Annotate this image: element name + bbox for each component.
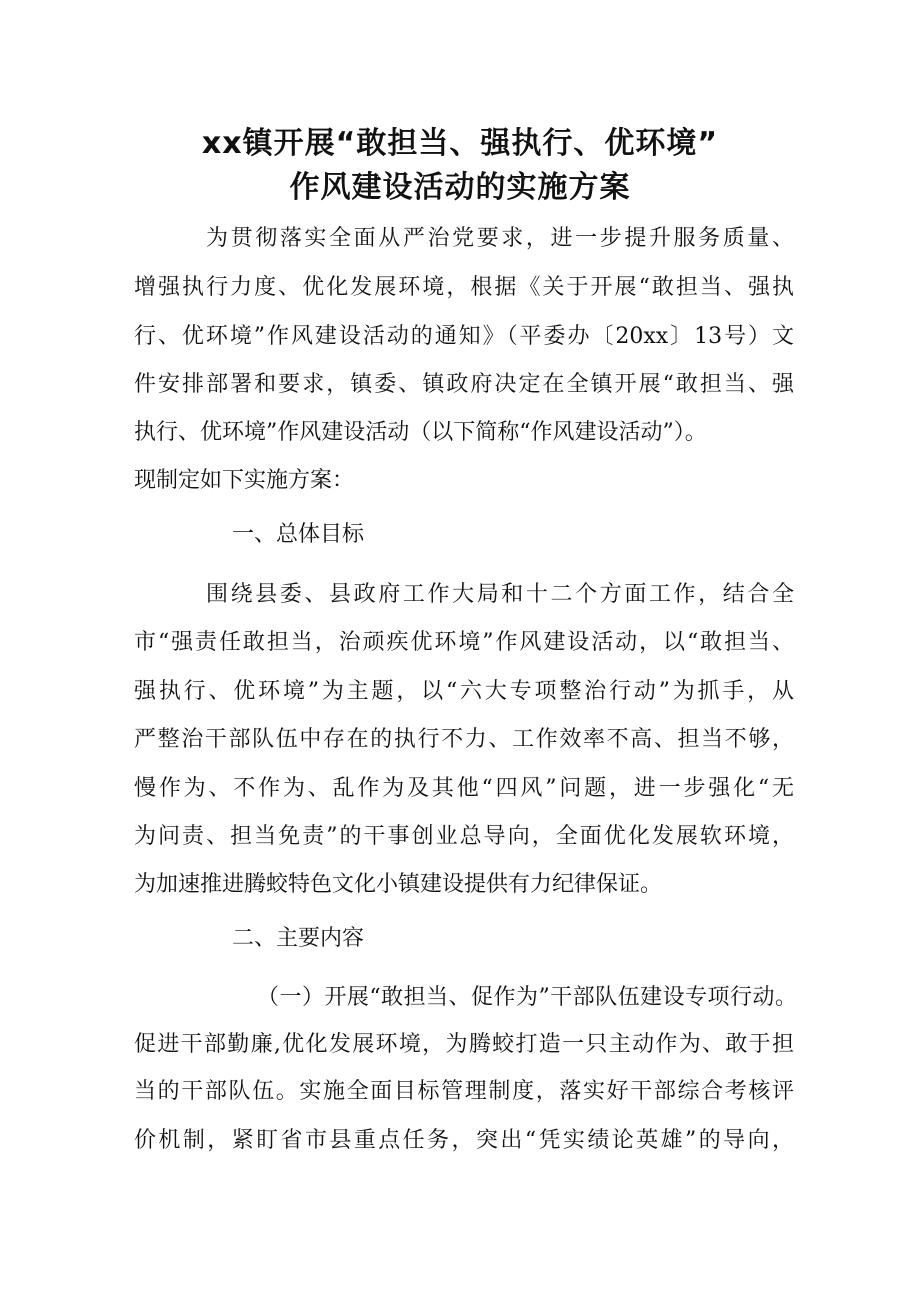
paragraph-line: 围绕县委、县政府工作大局和十二个方面工作，结合全 xyxy=(206,582,794,607)
paragraph-line: 件安排部署和要求，镇委、镇政府决定在全镇开展“敢担当、强 xyxy=(134,372,794,397)
paragraph-line: 当的干部队伍。实施全面目标管理制度，落实好干部综合考核评 xyxy=(134,1079,794,1104)
paragraph-line: 行、优环境”作风建设活动的通知》（平委办〔20xx〕13号）文 xyxy=(134,324,794,349)
paragraph-line: 强执行、优环境”为主题，以“六大专项整治行动”为抓手，从 xyxy=(134,679,794,704)
document-title-line-1: xx镇开展“敢担当、强执行、优环境” xyxy=(201,126,719,161)
paragraph-line: 严整治干部队伍中存在的执行不力、工作效率不高、担当不够， xyxy=(134,727,794,752)
paragraph-line: 增强执行力度、优化发展环境，根据《关于开展“敢担当、强执 xyxy=(134,275,794,300)
paragraph-line: 为加速推进腾蛟特色文化小镇建设提供有力纪律保证。 xyxy=(134,872,663,897)
section-heading-1: 一、总体目标 xyxy=(232,522,365,547)
section-heading-2: 二、主要内容 xyxy=(232,926,365,951)
paragraph-line: 为贯彻落实全面从严治党要求，进一步提升服务质量、 xyxy=(206,226,794,251)
paragraph-line: 慢作为、不作为、乱作为及其他“四风”问题，进一步强化“无 xyxy=(134,776,794,801)
paragraph-line: 为问责、担当免责”的干事创业总导向，全面优化发展软环境， xyxy=(134,824,794,849)
paragraph-line: 现制定如下实施方案： xyxy=(134,468,355,493)
paragraph-line: 市“强责任敢担当，治顽疾优环境”作风建设活动，以“敢担当、 xyxy=(134,630,794,655)
paragraph-line: 价机制，紧盯省市县重点任务，突出“凭实绩论英雄”的导向， xyxy=(134,1128,794,1153)
paragraph-line: 执行、优环境”作风建设活动（以下简称“作风建设活动”）。 xyxy=(134,420,707,445)
paragraph-line: 促进干部勤廉,优化发展环境，为腾蛟打造一只主动作为、敢于担 xyxy=(134,1032,794,1057)
document-title-line-2: 作风建设活动的实施方案 xyxy=(289,170,631,205)
paragraph-line: （一）开展“敢担当、促作为”干部队伍建设专项行动。 xyxy=(257,985,797,1010)
